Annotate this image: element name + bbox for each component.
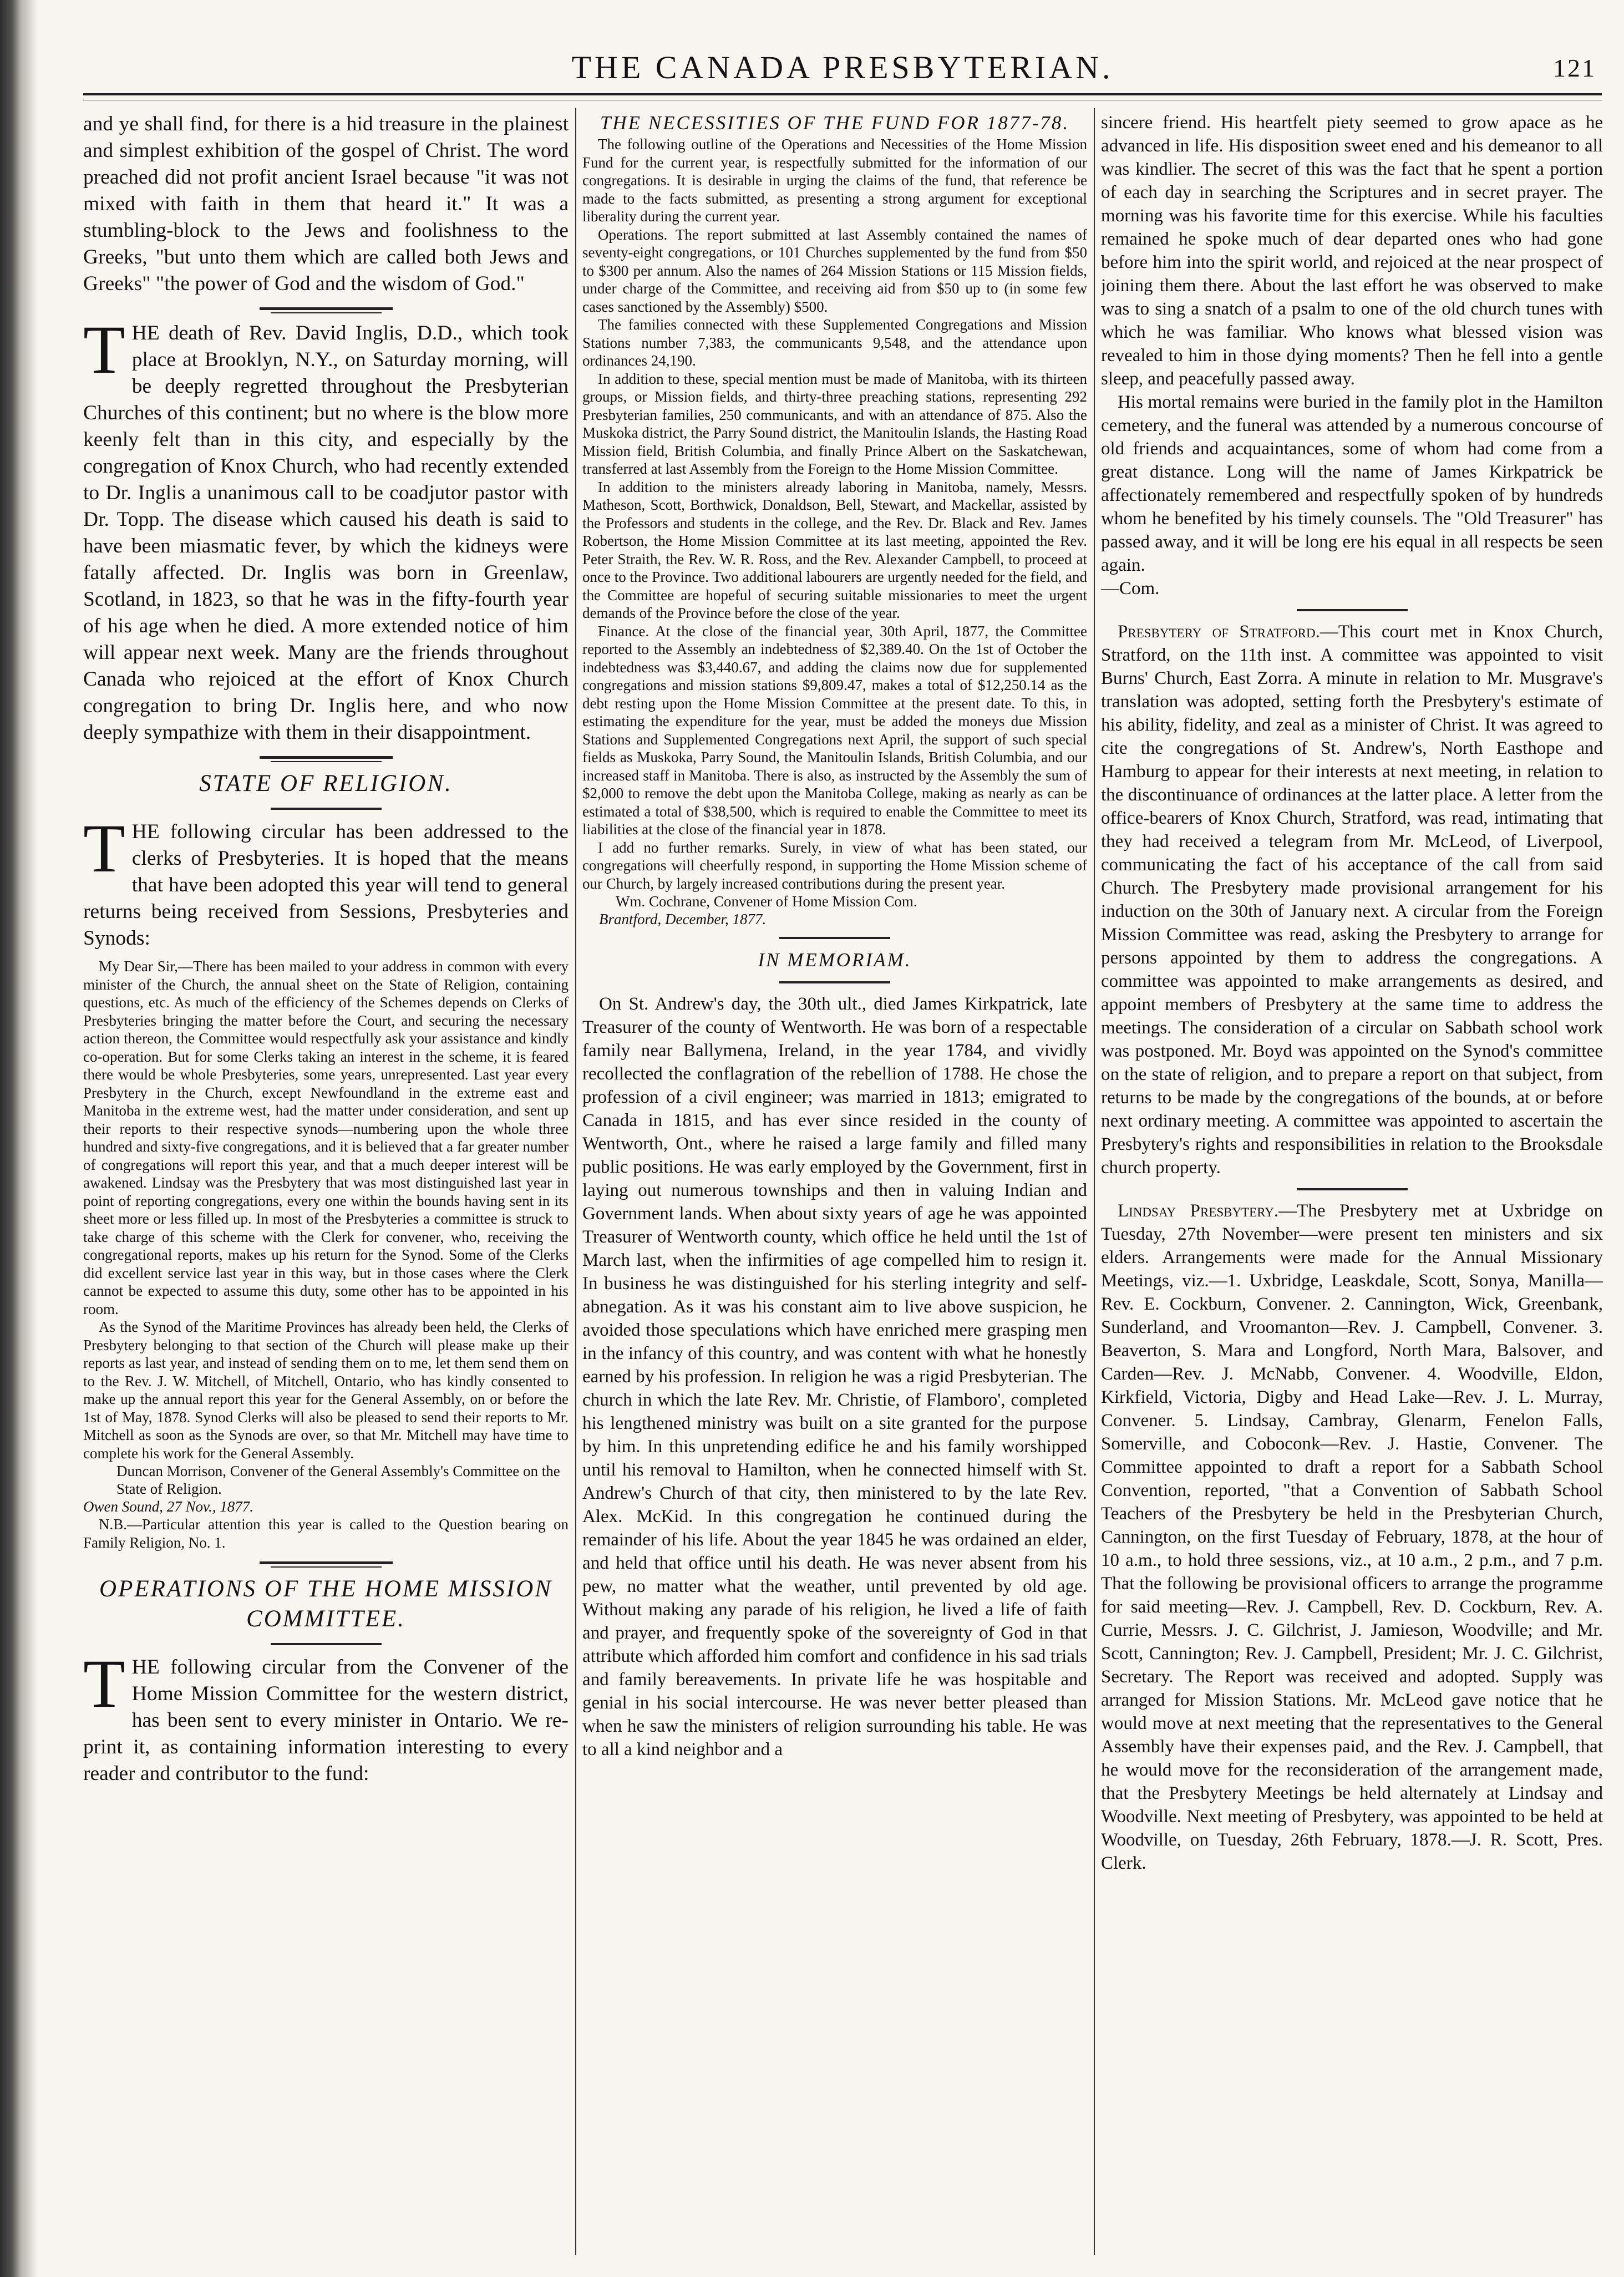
necessities-heading: THE NECESSITIES OF THE FUND FOR 1877-78.: [600, 112, 1070, 134]
state-nb: N.B.—Particular attention this year is called to the Question bearing on Family Religion, No. 1.: [83, 1516, 569, 1551]
state-letter-para: My Dear Sir,—There has been mailed to your address in common with every minister of the Church, the annual sheet on the State of Religion, containing questions, etc. As much of the efficiency of the Schemes depends on Clerks of Presbyteries bringing the matter before the Court, and securing the necessary action thereon, the Committee would respectfully ask your assistance and kindly co-operation. But for some Clerks taking an interest in the scheme, it is feared there would be whole Presbyteries, some years, unrepresented. Last year every Presbytery in the Church, except Newfoundland in the extreme east and Manitoba in the extreme west, had the matter under consideration, and sent up their reports to their respective synods—numbering upon the whole three hundred and sixty-five congregations, and it is believed that a far greater number of congregations will report this year, and that a much deeper interest will be awakened. Lindsay was the Presbytery that was most distinguished last year in point of reporting congregations, every one within the bounds having sent in its sheet more or less filled up. In most of the Presbyteries a committee is struck to take charge of this scheme with the Clerk for convener, who, receiving the congregational reports, makes up his return for the Synod. Some of the Clerks did excellent service last year in this way, but in those cases where the Clerk cannot be expected to assume this duty, some other has to be appointed in his room.: [83, 958, 569, 1317]
section-separator: [260, 756, 393, 759]
state-signature: Duncan Morrison, Convener of the General Assembly's Committee on the State of Religion.: [116, 1463, 560, 1497]
necessities-para: The following outline of the Operations and Necessities of the Home Mission Fund for the current year, is respectfully submitted for the information of our congregations. It is desirable in urging the claims of the fund, that reference be made to the facts submitted, as presenting a strong argument for exceptional liberality during the current year.: [582, 136, 1087, 225]
necessities-para: Operations. The report submitted at last Assembly contained the names of seventy-eight congregations, or 101 Churches supplemented by the fund from $50 to $300 per annum. Also the names of 264 Mission Stations or 115 Mission fields, under charge of the Committee, and receiving aid from $50 up to (in some few cases sanctioned by the Assembly) $500.: [582, 226, 1087, 315]
section-separator: [260, 1561, 393, 1564]
section-separator: [1297, 1188, 1408, 1190]
dropcap: T: [83, 312, 125, 388]
necessities-para: In addition to the ministers already laboring in Manitoba, namely, Messrs. Matheson, Scott, Borthwick, Donaldson, Bell, Stewart, and Mackellar, assisted by the Professors and students in the college, and the Rev. Dr. Black and Rev. James Robertson, the Home Mission Committee at its last meeting, appointed the Rev. Peter Straith, the Rev. W. R. Ross, and the Rev. Alexander Campbell, to proceed at once to the Province. Two additional labourers are urgently needed for the field, and the Committee are hopeful of securing suitable missionaries to meet the urgent demands of the Province before the close of the year.: [582, 478, 1087, 621]
memoriam-signoff: —Com.: [1101, 579, 1160, 599]
heading-rule: [271, 1643, 382, 1645]
state-intro-text: HE following circular has been addressed to the clerks of Presbyteries. It is hoped that the means that have been adopted this year will tend to general returns being received from Sessions, Presbyteries and Synods:: [83, 820, 569, 950]
column-right: [1101, 111, 1603, 2249]
necessities-signature: Wm. Cochrane, Convener of Home Mission Com.: [616, 893, 917, 910]
column-left: [83, 111, 569, 2249]
necessities-para: Finance. At the close of the financial year, 30th April, 1877, the Committee reported to the Assembly an indebtedness of $2,389.40. On the 1st of October the indebtedness was $3,440.67, and adding the claims now due for supplemented congregations and mission stations $9,809.47, makes a total of $12,250.14 as the debt resting upon the Home Mission Committee at the present date. To this, in estimating the expenditure for the year, must be added the moneys due Mission Stations and Supplemented Congregations next April, the support of such special fields as Muskoka, Parry Sound, the Manitoulin Islands, British Columbia, and our increased staff in Manitoba. There is also, as instructed by the Assembly the sum of $2,000 to remove the debt upon the Manitoba College, making as nearly as can be estimated a total of $38,500, which is required to enable the Committee to meet its liabilities at the close of the financial year in 1878.: [582, 622, 1087, 838]
operations-heading: OPERATIONS OF THE HOME MISSION COMMITTEE.: [99, 1576, 552, 1632]
column-divider-1: [575, 108, 576, 2255]
column-middle: [582, 111, 1087, 2249]
dropcap: T: [83, 810, 125, 886]
lindsay-report: [1101, 1199, 1603, 1875]
section-separator: [1297, 609, 1408, 611]
state-place-date: Owen Sound, 27 Nov., 1877.: [83, 1498, 253, 1515]
operations-intro: [83, 1646, 569, 1787]
state-letter-para: As the Synod of the Maritime Provinces has already been held, the Clerks of Presbytery belonging to that section of the Church will please make up their reports as last year, and instead of sending them on to me, let them send them on to the Rev. J. W. Mitchell, of Mitchell, Ontario, who has kindly consented to make up the annual report this year for the General Assembly, on or before the 1st of May, 1878. Synod Clerks will also be pleased to send their reports to Mr. Mitchell as soon as the Synods are over, so that Mr. Mitchell may have time to complete his work for the General Assembly.: [83, 1318, 569, 1462]
state-of-religion-heading: STATE OF RELIGION.: [199, 770, 453, 797]
memoriam-continued: His mortal remains were buried in the family plot in the Hamilton cemetery, and the funeral was attended by a numerous concourse of old friends and acquaintances, some of whom had come from a great distance. Long will the name of James Kirkpatrick be affectionately remembered and respectfully spoken of by hundreds whom he benefited by his timely counsels. The "Old Treasurer" has passed away, and it will be long ere his equal in all respects be seen again.: [1101, 392, 1603, 575]
inglis-article-text: HE death of Rev. David Inglis, D.D., which took place at Brooklyn, N.Y., on Saturday morning, will be deeply regretted throughout the Presbyterian Churches of this continent; but no where is the blow more keenly felt than in this city, and especially by the congregation of Knox Church, who had recently extended to Dr. Inglis a unanimous call to be coadjutor pastor with Dr. Topp. The disease which caused his death is said to have been miasmatic fever, by which the kidneys were fatally affected. Dr. Inglis was born in Greenlaw, Scotland, in 1823, so that he was in the fifty-fourth year of his age when he died. A more extended notice of him will appear next week. Many are the friends throughout Canada who rejoiced at the effort of Knox Church congregation to bring Dr. Inglis here, and who now deeply sympathize with them in their disappointment.: [83, 322, 569, 744]
necessities-para: The families connected with these Supplemented Congregations and Mission Stations number 7,383, the communicants 9,548, and the attendance upon ordinances 24,190.: [582, 316, 1087, 369]
inglis-article: [83, 312, 569, 746]
lindsay-text: —The Presbytery met at Uxbridge on Tuesday, 27th November—were present ten ministers and six elders. Arrangements were made for the Annual Missionary Meetings, viz.—1. Uxbridge, Leaskdale, Scott, Sonya, Manilla—Rev. E. Cockburn, Convener. 2. Cannington, Wick, Greenbank, Sunderland, and Vroomanton—Rev. J. Campbell, Convener. 3. Beaverton, S. Mara and Longford, North Mara, Balsover, and Carden—Rev. J. McNabb, Convener. 4. Woodville, Eldon, Kirkfield, Victoria, Digby and Head Lake—Rev. J. L. Murray, Convener. 5. Lindsay, Cambray, Glenarm, Fenelon Falls, Somerville, and Coboconk—Rev. J. Hastie, Convener. The Committee appointed to draft a report for a Sabbath School Convention, reported, "that a Convention of Sabbath School Teachers of the Presbytery be held in the Presbyterian Church, Cannington, on the first Tuesday of February, 1878, at the hour of 10 a.m., to hold three sessions, viz., at 10 a.m., 2 p.m., and 7 p.m. That the following be provisional officers to arrange the programme for said meeting—Rev. J. Campbell, Rev. D. Cockburn, Rev. A. Currie, Messrs. J. C. Gilchrist, J. Jamieson, Woodville; and Mr. Scott, Cannington; Rev. J. Campbell, President; Mr. J. C. Gilchrist, Secretary. The Report was received and adopted. Supply was arranged for Mission Stations. Mr. McLeod gave notice that he would move at next meeting that the representatives to the General Assembly have their expenses paid, and the Rev. J. Campbell, that he would move for the reconsideration of the arrangement made, that the Presbytery Meetings be held alternately at Lindsay and Woodville. Next meeting of Presbytery, was appointed to be held at Woodville, on Tuesday, 26th February, 1878.—J. R. Scott, Pres. Clerk.: [1101, 1201, 1603, 1873]
state-of-religion-intro: [83, 810, 569, 952]
heading-rule: [779, 981, 890, 983]
stratford-text: —This court met in Knox Church, Stratford, on the 11th inst. A committee was appointed to visit Burns' Church, East Zorra. A minute in relation to Mr. Musgrave's translation was adopted, setting forth the Presbytery's estimate of his ability, fidelity, and zeal as a minister of Christ. It was agreed to cite the congregations of St. Andrew's, North Easthope and Hamburg to appear for their interests at next meeting, in relation to the discontinuance of ordinances at the latter place. A letter from the office-bearers of Knox Church, Stratford, was read, intimating that they had received a telegram from Mr. McLeod, of Liverpool, communicating the fact of his acceptance of the call from said Church. The Presbytery made provisional arrangement for his induction on the 30th of January next. A circular from the Foreign Mission Committee was read, asking the Presbytery to arrange for persons appointed by them to address the congregations. A committee was appointed to make arrangements as desired, and appoint members of Presbytery at the same time to address the meetings. The consideration of a circular on Sabbath school work was postponed. Mr. Boyd was appointed on the Synod's committee on the state of religion, and to prepare a report on that subject, from returns to be made by the congregations of the bounds, at or before next ordinary meeting. A committee was appointed to ascertain the Presbytery's rights and responsibilities in relation to the Brooksdale church property.: [1101, 622, 1603, 1178]
memoriam-text: On St. Andrew's day, the 30th ult., died James Kirkpatrick, late Treasurer of the county of Wentworth. He was born of a respectable family near Ballymena, Ireland, in the year 1784, and vividly recollected the conflagration of the rebellion of 1788. He chose the profession of a civil engineer; was married in 1813; emigrated to Canada in 1815, and has ever since resided in the county of Wentworth, Ont., where he raised a large family and filled many public positions. He was early employed by the Government, first in laying out numerous townships and then in valuing Indian and Government lands. When about sixty years of age he was appointed Treasurer of Wentworth county, which office he held until the 1st of March last, when the infirmities of age compelled him to resign it. In business he was distinguished for his sterling integrity and self-abnegation. As it was his constant aim to live above suspicion, he avoided those speculations which have enriched mere grasping men in the infancy of this country, and was content with what he honestly earned by his profession. In religion he was a rigid Presbyterian. The church in which the late Rev. Mr. Christie, of Flamboro', completed his lengthened ministry was built on a site granted for the purpose by him. In this unpretending edifice he and his family worshipped until his removal to Hamilton, when he connected himself with St. Andrew's Church of that city, then ministered to by the late Rev. Alex. McKid. In this congregation he continued during the remainder of his life. About the year 1845 he was ordained an elder, and held that office until his death. He was never absent from his pew, no matter what the weather, until prevented by old age. Without making any parade of his religion, he lived a life of faith and prayer, and frequently spoke of the sovereignty of God in that attribute which afforded him comfort and confidence in his sad trials and family bereavements. In private life he was hospitable and genial in his social intercourse. He was never better pleased than when he saw the ministers of religion surrounding his table. He was to all a kind neighbor and a: [582, 994, 1087, 1759]
necessities-place-date: Brantford, December, 1877.: [599, 911, 767, 927]
page-header: [83, 49, 1602, 88]
stratford-lead: Presbytery of Stratford.: [1118, 622, 1320, 642]
heading-rule: [779, 937, 890, 939]
dropcap: T: [83, 1646, 125, 1722]
column-divider-2: [1094, 108, 1095, 2255]
heading-rule: [271, 808, 382, 810]
memoriam-heading: IN MEMORIAM.: [758, 949, 912, 971]
header-rule: [83, 93, 1602, 95]
section-separator: [260, 307, 393, 310]
necessities-para: In addition to these, special mention must be made of Manitoba, with its thirteen groups, or Mission fields, and thirty-three preaching stations, representing 292 Presbyterian families, 250 communicants, and with an attendance of 875. Also the Muskoka district, the Parry Sound district, the Manitoulin Islands, the Hasting Road Mission field, British Columbia, and finally Prince Albert on the Saskatchewan, transferred at last Assembly from the Foreign to the Home Mission Committee.: [582, 370, 1087, 477]
memoriam-continued: sincere friend. His heartfelt piety seemed to grow apace as he advanced in life. His disposition sweet ened and his demeanor to all was kindlier. The secret of this was the fact that he spent a portion of each day in searching the Scriptures and in secret prayer. The morning was his favorite time for this exercise. While his faculties remained he spoke much of dear departed ones who had gone before him into the spirit world, and rejoiced at the near prospect of joining them there. About the last effort he was observed to make was to sing a snatch of a psalm to one of the old church tunes with which he was familiar. Who knows what blessed vision was revealed to him in those dying moments? Then he fell into a gentle sleep, and peacefully passed away.: [1101, 113, 1603, 389]
necessities-para: I add no further remarks. Surely, in view of what has been stated, our congregations will cheerfully respond, in supporting the Home Mission scheme of our Church, by largely increased contributions during the present year.: [582, 839, 1087, 892]
page-number: 121: [1553, 54, 1596, 82]
opening-paragraph: and ye shall find, for there is a hid treasure in the plainest and simplest exhibition of the gospel of Christ. The word preached did not profit ancient Israel because "it was not mixed with faith in them that heard it." It was a stumbling-block to the Jews and foolishness to the Greeks, "but unto them which are called both Jews and Greeks" "the power of God and the wisdom of God.": [83, 113, 569, 295]
operations-intro-text: HE following circular from the Convener of the Home Mission Committee for the western district, has been sent to every minister in Ontario. We re-print it, as containing information interesting to every reader and contributor to the fund:: [83, 1656, 569, 1785]
page-binding-edge: [0, 0, 39, 2277]
newspaper-title: THE CANADA PRESBYTERIAN.: [571, 49, 1114, 85]
stratford-report: [1101, 620, 1603, 1179]
lindsay-lead: Lindsay Presbytery.: [1118, 1201, 1279, 1221]
